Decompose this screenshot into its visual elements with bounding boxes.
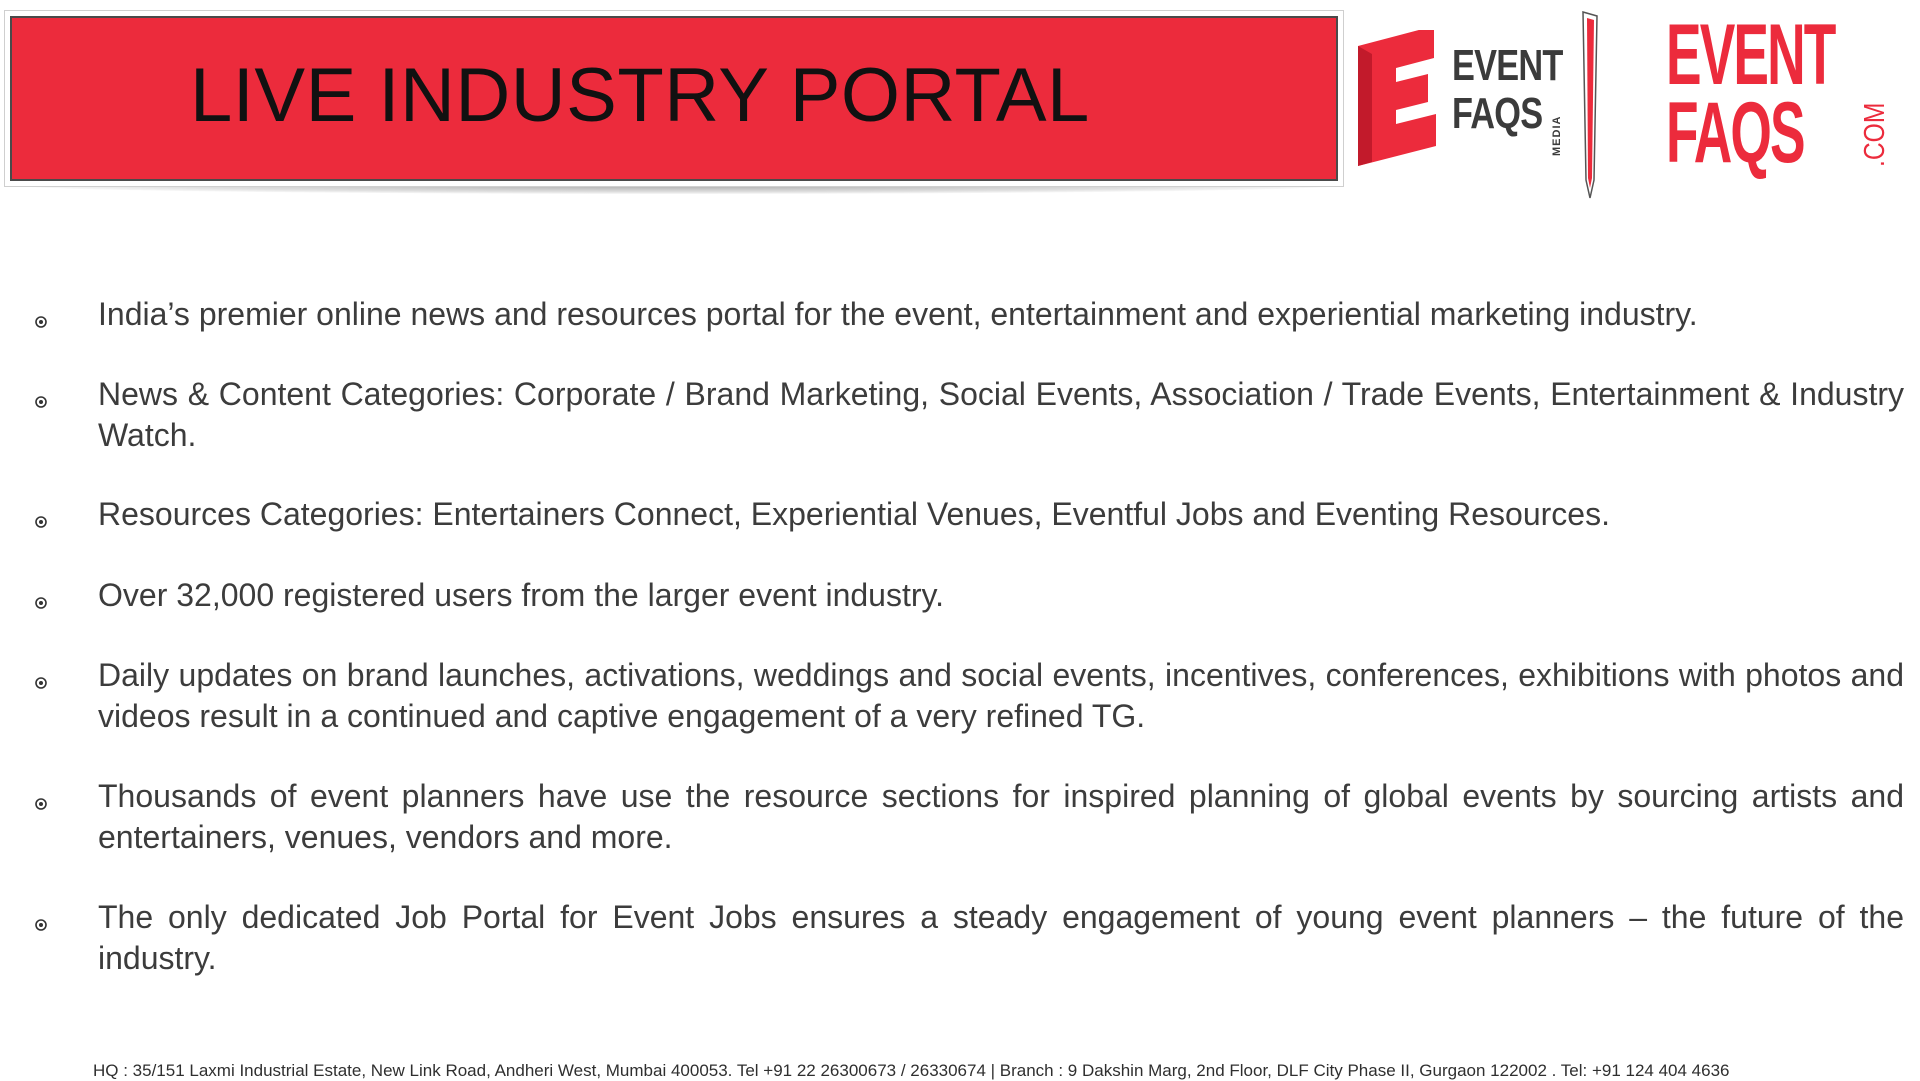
logo-divider <box>1581 10 1599 200</box>
bullet-text: India’s premier online news and resources portal for the event, entertainment and experiential marketing industry. <box>98 296 1698 332</box>
circled-dot-bullet-icon <box>34 676 48 690</box>
title-banner <box>10 16 1338 181</box>
logo-word-event: EVENT <box>1452 41 1563 90</box>
eventfaqs-com-logo <box>1660 7 1900 181</box>
footer-address: HQ : 35/151 Laxmi Industrial Estate, New Link Road, Andheri West, Mumbai 400053. Tel +91 22 26300673 / 26330674 | Branch : 9 Dakshin Marg, 2nd Floor, DLF City Phase II, Gurgaon 122002 . Tel: +91 124 404 4636 <box>93 1061 1730 1080</box>
bullet-text: Over 32,000 registered users from the larger event industry. <box>98 577 945 613</box>
circled-dot-bullet-icon <box>34 315 48 329</box>
logo-com-word-faqs: FAQS <box>1666 85 1804 181</box>
circled-dot-bullet-icon <box>34 918 48 932</box>
logo-tag-media: MEDIA <box>1551 115 1563 156</box>
logo-com-suffix: .COM <box>1859 102 1891 167</box>
circled-dot-bullet-icon <box>34 797 48 811</box>
page-title: LIVE INDUSTRY PORTAL <box>190 53 1090 138</box>
bullet-text: Resources Categories: Entertainers Connect, Experiential Venues, Eventful Jobs and Eventing Resources. <box>98 496 1610 532</box>
bullet-text: The only dedicated Job Portal for Event Jobs ensures a steady engagement of young event planners – the future of the industry. <box>98 899 1904 976</box>
logo-com-word-event: EVENT <box>1666 7 1835 103</box>
e-mark-icon <box>1352 30 1452 170</box>
bullet-text: Daily updates on brand launches, activations, weddings and social events, incentives, conferences, exhibitions with photos and videos result in a continued and captive engagement of a very refined TG. <box>98 657 1904 734</box>
bullet-text: News & Content Categories: Corporate / Brand Marketing, Social Events, Association / Trade Events, Entertainment & Industry Watch. <box>98 376 1904 453</box>
bullet-text: Thousands of event planners have use the resource sections for inspired planning of global events by sourcing artists and entertainers, venues, vendors and more. <box>98 778 1904 855</box>
eventfaqs-media-logo <box>1352 30 1582 170</box>
circled-dot-bullet-icon <box>34 515 48 529</box>
circled-dot-bullet-icon <box>34 596 48 610</box>
logo-word-faqs: FAQS <box>1452 89 1543 138</box>
circled-dot-bullet-icon <box>34 395 48 409</box>
